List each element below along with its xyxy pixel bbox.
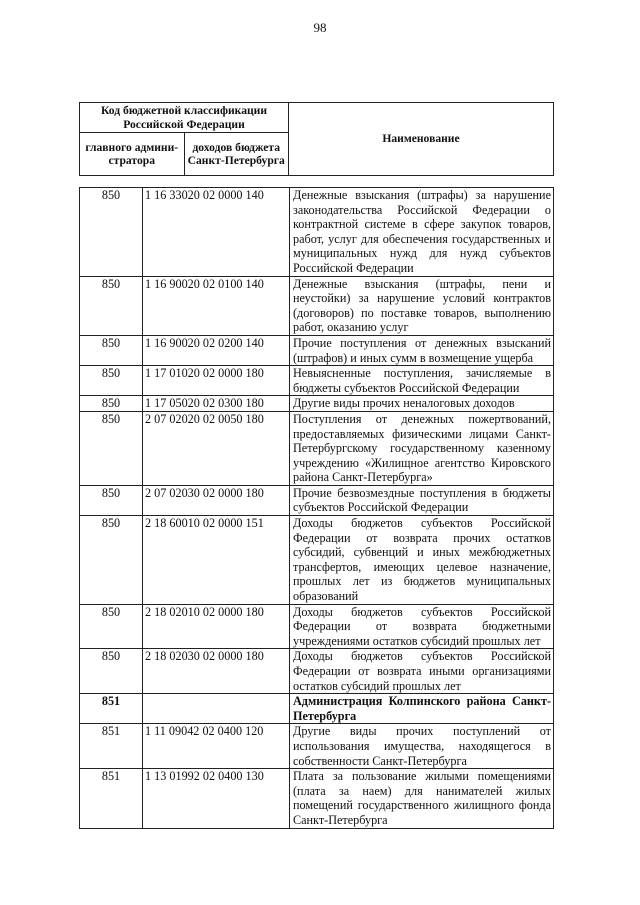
page-number: 98: [313, 20, 327, 35]
table-row: [80, 396, 554, 412]
income-code-cell: 1 11 09042 02 0400 120: [143, 724, 290, 769]
income-name-cell: Прочие безвозмездные поступления в бюджеты субъектов Российской Федерации: [290, 485, 554, 515]
table-row: [80, 649, 554, 694]
income-name-cell: Администрация Колпинского района Санкт-Петербурга: [290, 694, 554, 724]
income-code-cell: 2 18 02010 02 0000 180: [143, 604, 290, 649]
income-code-cell: 1 17 01020 02 0000 180: [143, 366, 290, 396]
income-name-cell: Другие виды прочих поступлений от использования имущества, находящегося в собственности Санкт-Петербурга: [290, 724, 554, 769]
table-header: [79, 102, 554, 176]
income-name-cell: Плата за пользование жилыми помещениями (плата за наем) для нанимателей жилых помещений государственного жилищного фонда Санкт-Петербурга: [290, 769, 554, 828]
table-row: [80, 188, 554, 277]
admin-code-cell: 850: [80, 649, 143, 694]
table-row: [80, 604, 554, 649]
admin-code-cell: 850: [80, 396, 143, 412]
header-group-title: Код бюджетной классификации Российской Федерации: [80, 103, 289, 133]
income-name-cell: Доходы бюджетов субъектов Российской Федерации от возврата иными организациями остатков субсидий прошлых лет: [290, 649, 554, 694]
header-code-column: доходов бюджета Санкт-Петербурга: [184, 133, 289, 176]
admin-code-cell: 850: [80, 485, 143, 515]
admin-code-cell: 851: [80, 769, 143, 828]
admin-code-cell: 850: [80, 276, 143, 335]
income-name-cell: Денежные взыскания (штрафы) за нарушение законодательства Российской Федерации о контрактной системе в сфере закупок товаров, работ, услуг для обеспечения государственных и муниципальных нужд для нужд субъектов Российской Федерации: [290, 188, 554, 277]
admin-code-cell: 850: [80, 604, 143, 649]
income-name-cell: Денежные взыскания (штрафы, пени и неустойки) за нарушение условий контрактов (договоров) по поставке товаров, выполнению работ, оказанию услуг: [290, 276, 554, 335]
income-code-cell: 1 16 33020 02 0000 140: [143, 188, 290, 277]
income-codes-table: [79, 187, 554, 829]
admin-code-cell: 851: [80, 694, 143, 724]
admin-code-cell: 850: [80, 411, 143, 485]
income-code-cell: 2 07 02020 02 0050 180: [143, 411, 290, 485]
income-code-cell: 1 17 05020 02 0300 180: [143, 396, 290, 412]
table-row: [80, 724, 554, 769]
income-name-cell: Поступления от денежных пожертвований, предоставляемых физическими лицами Санкт-Петербургскому государственному казенному учреждению «Жилищное агентство Кировского района Санкт-Петербурга»: [290, 411, 554, 485]
table-row: [80, 769, 554, 828]
income-code-cell: 1 13 01992 02 0400 130: [143, 769, 290, 828]
table-row: [80, 276, 554, 335]
income-code-cell: 1 16 90020 02 0200 140: [143, 335, 290, 365]
header-name-column: Наименование: [289, 103, 554, 176]
income-code-cell: [143, 694, 290, 724]
income-name-cell: Доходы бюджетов субъектов Российской Федерации от возврата бюджетными учреждениями остатков субсидий прошлых лет: [290, 604, 554, 649]
admin-code-cell: 850: [80, 516, 143, 605]
header-admin-column: главного админи- стратора: [80, 133, 185, 176]
table-row: [80, 411, 554, 485]
income-name-cell: Прочие поступления от денежных взысканий (штрафов) и иных сумм в возмещение ущерба: [290, 335, 554, 365]
admin-code-cell: 850: [80, 366, 143, 396]
income-code-cell: 2 18 60010 02 0000 151: [143, 516, 290, 605]
admin-code-cell: 850: [80, 188, 143, 277]
income-code-cell: 2 07 02030 02 0000 180: [143, 485, 290, 515]
income-name-cell: Невыясненные поступления, зачисляемые в бюджеты субъектов Российской Федерации: [290, 366, 554, 396]
table-row: [80, 485, 554, 515]
table-row: [80, 335, 554, 365]
admin-code-cell: 851: [80, 724, 143, 769]
income-name-cell: Другие виды прочих неналоговых доходов: [290, 396, 554, 412]
table-row: [80, 516, 554, 605]
table-body: [80, 188, 554, 829]
table-row: [80, 694, 554, 724]
income-name-cell: Доходы бюджетов субъектов Российской Федерации от возврата прочих остатков субсидий, субвенций и иных межбюджетных трансфертов, имеющих целевое назначение, прошлых лет из бюджетов муниципальных образований: [290, 516, 554, 605]
admin-code-cell: 850: [80, 335, 143, 365]
income-code-cell: 2 18 02030 02 0000 180: [143, 649, 290, 694]
income-code-cell: 1 16 90020 02 0100 140: [143, 276, 290, 335]
table-row: [80, 366, 554, 396]
